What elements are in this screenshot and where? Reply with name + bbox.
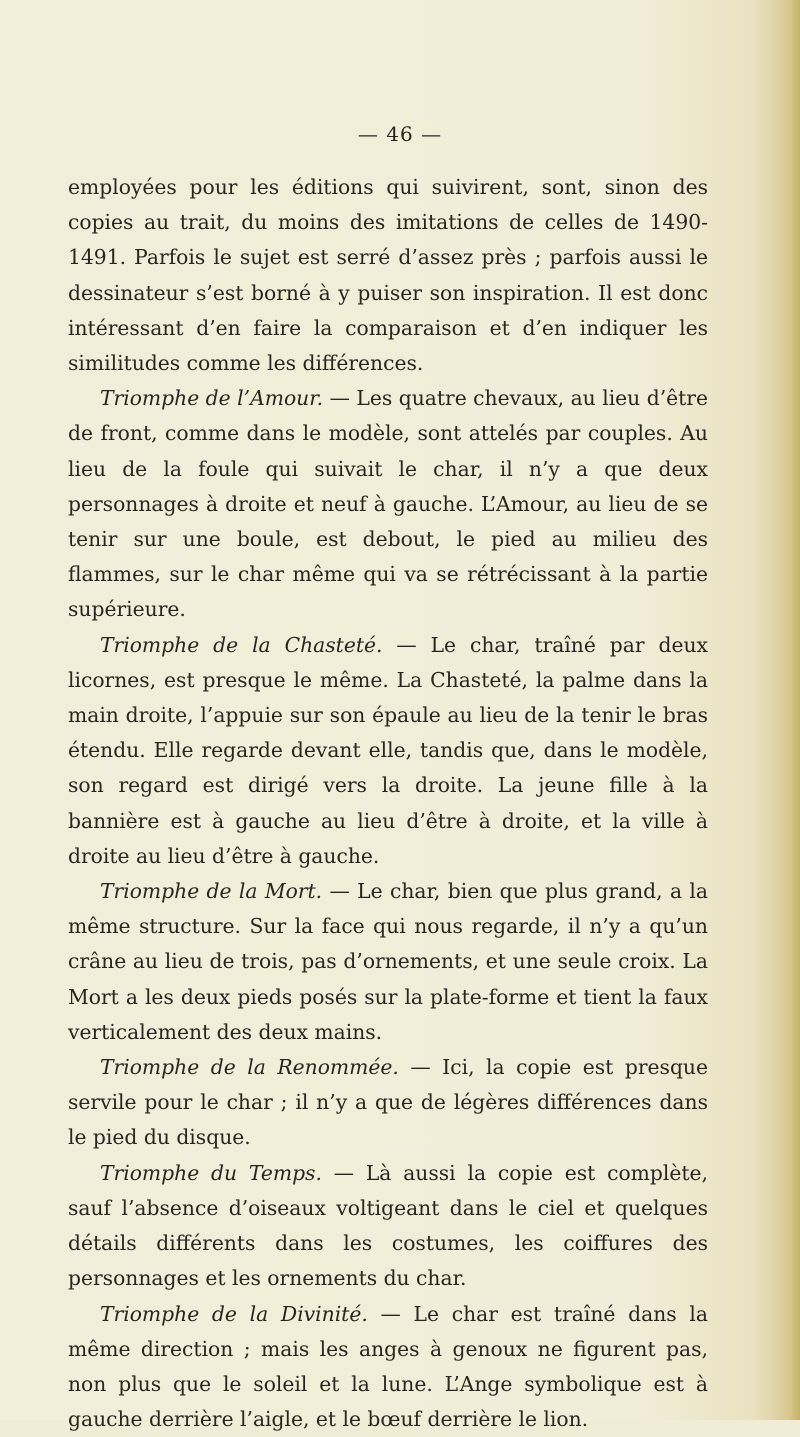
paragraph-intro	[68, 170, 708, 381]
paragraph-text: employées pour les éditions qui suivirent, sont, sinon des copies au trait, du moins des imitations de celles de 1490-1491. Parfois le sujet est serré d’assez près ; parfois aussi le dessinateur s’est borné à y puiser son inspiration. Il est donc intéressant d’en faire la comparaison et d’en indiquer les similitudes comme les différences.	[68, 175, 708, 375]
paragraph-title: Triomphe de la Mort.	[100, 879, 322, 903]
paragraph-title: Triomphe de la Renommée.	[100, 1055, 399, 1079]
paragraph-renommee	[68, 1050, 708, 1156]
paragraph-text: — Les quatre chevaux, au lieu d’être de front, comme dans le modèle, sont attelés par couples. Au lieu de la foule qui suivait le char, il n’y a que deux personnages à droite et neuf à gauche. L’Amour, au lieu de se tenir sur une boule, est debout, le pied au milieu des flammes, sur le char même qui va se rétrécissant à la partie supérieure.	[68, 386, 708, 621]
body-text	[68, 170, 708, 1437]
paragraph-divinite	[68, 1297, 708, 1437]
paragraph-chastete	[68, 628, 708, 874]
paragraph-text: — Le char, traîné par deux licornes, est presque le même. La Chasteté, la palme dans la main droite, l’appuie sur son épaule au lieu de la tenir le bras étendu. Elle regarde devant elle, tandis que, dans le modèle, son regard est dirigé vers la droite. La jeune fille à la bannière est à gauche au lieu d’être à droite, et la ville à droite au lieu d’être à gauche.	[68, 633, 708, 868]
paragraph-title: Triomphe de la Divinité.	[100, 1302, 368, 1326]
paragraph-text: — Le char est traîné dans la même direction ; mais les anges à genoux ne figurent pas, non plus que le soleil et la lune. L’Ange symbolique est à gauche derrière l’aigle, et le bœuf derrière le lion.	[68, 1302, 708, 1432]
paragraph-title: Triomphe de l’Amour.	[100, 386, 323, 410]
page-number: — 46 —	[0, 122, 800, 146]
paragraph-title: Triomphe du Temps.	[100, 1161, 322, 1185]
paragraph-text: — Ici, la copie est presque servile pour le char ; il n’y a que de légères différences dans le pied du disque.	[68, 1055, 708, 1149]
page-edge-shading	[772, 0, 800, 1420]
paragraph-mort	[68, 874, 708, 1050]
paragraph-temps	[68, 1156, 708, 1297]
paragraph-text: — Le char, bien que plus grand, a la même structure. Sur la face qui nous regarde, il n’y a qu’un crâne au lieu de trois, pas d’ornements, et une seule croix. La Mort a les deux pieds posés sur la plate-forme et tient la faux verticalement des deux mains.	[68, 879, 708, 1044]
paragraph-amour	[68, 381, 708, 627]
paragraph-text: — Là aussi la copie est complète, sauf l’absence d’oiseaux voltigeant dans le ciel et quelques détails différents dans les costumes, les coiffures des personnages et les ornements du char.	[68, 1161, 708, 1291]
paragraph-title: Triomphe de la Chasteté.	[100, 633, 382, 657]
